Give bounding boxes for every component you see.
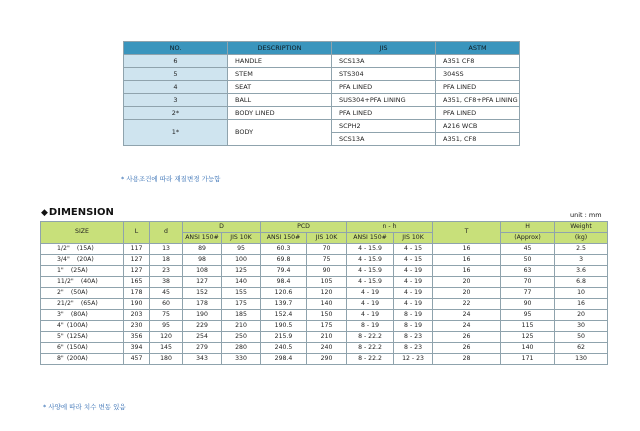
dim-pcd-ansi-cell: 79.4 [261, 266, 307, 277]
dim-d-cell: 18 [150, 255, 183, 266]
size-inch: 1" [57, 266, 64, 274]
dimension-row [41, 343, 608, 354]
dim-d-jis-cell: 185 [222, 310, 261, 321]
dim-w-cell: 20 [555, 310, 608, 321]
size-cell [41, 288, 124, 299]
dim-t-cell: 16 [433, 244, 501, 255]
dim-w-cell: 50 [555, 332, 608, 343]
material-description: STEM [228, 68, 332, 81]
dim-nh-ansi-cell: 4 - 15.9 [347, 244, 394, 255]
header-d: D [183, 222, 261, 233]
dim-l-cell: 203 [124, 310, 150, 321]
size-mm: (50A) [70, 288, 88, 296]
dim-pcd-ansi-cell: 98.4 [261, 277, 307, 288]
dim-d-ansi-cell: 343 [183, 354, 222, 365]
material-astm: 304SS [436, 68, 520, 81]
dimension-header-row-1 [41, 222, 608, 233]
dimension-row [41, 288, 608, 299]
dim-nh-ansi-cell: 8 - 22.2 [347, 343, 394, 354]
dimension-row [41, 310, 608, 321]
dim-nh-jis-cell: 8 - 19 [394, 310, 433, 321]
dim-pcd-jis-cell: 75 [307, 255, 347, 266]
size-mm: (125A) [66, 332, 88, 340]
dim-d-ansi-cell: 279 [183, 343, 222, 354]
material-row [124, 120, 520, 133]
material-astm: A216 WCB [436, 120, 520, 133]
size-mm: (40A) [80, 277, 98, 285]
header-d-small: d [150, 222, 183, 244]
header-weight: Weight [555, 222, 608, 233]
dim-t-cell: 26 [433, 343, 501, 354]
size-inch: 5" [57, 332, 64, 340]
dimension-note: * 사양에 따라 치수 변동 있음 [43, 403, 126, 411]
dim-w-cell: 16 [555, 299, 608, 310]
dim-h-cell: 95 [501, 310, 555, 321]
dim-nh-ansi-cell: 4 - 19 [347, 299, 394, 310]
dim-nh-ansi-cell: 4 - 15.9 [347, 255, 394, 266]
dim-nh-jis-cell: 8 - 23 [394, 332, 433, 343]
dim-d-cell: 75 [150, 310, 183, 321]
dimension-title [41, 207, 114, 218]
material-astm: PFA LINED [436, 81, 520, 94]
material-astm: PFA LINED [436, 107, 520, 120]
dim-pcd-ansi-cell: 215.9 [261, 332, 307, 343]
dim-pcd-jis-cell: 105 [307, 277, 347, 288]
dim-nh-ansi-cell: 8 - 22.2 [347, 354, 394, 365]
dim-pcd-jis-cell: 120 [307, 288, 347, 299]
dim-d-ansi-cell: 152 [183, 288, 222, 299]
dim-d-ansi-cell: 190 [183, 310, 222, 321]
dim-nh-jis-cell: 4 - 15 [394, 255, 433, 266]
header-pcd-ansi: ANSI 150# [261, 233, 307, 244]
material-row [124, 68, 520, 81]
material-jis: SCS13A [332, 55, 436, 68]
material-table [123, 41, 520, 146]
dim-pcd-jis-cell: 210 [307, 332, 347, 343]
dim-l-cell: 165 [124, 277, 150, 288]
size-cell [41, 343, 124, 354]
dim-l-cell: 178 [124, 288, 150, 299]
size-inch: 8" [57, 354, 64, 362]
dim-d-jis-cell: 125 [222, 266, 261, 277]
size-cell [41, 332, 124, 343]
dim-w-cell: 62 [555, 343, 608, 354]
dim-d-cell: 120 [150, 332, 183, 343]
dimension-row [41, 299, 608, 310]
dim-d-cell: 60 [150, 299, 183, 310]
material-header-no: NO. [124, 42, 228, 55]
dim-h-cell: 63 [501, 266, 555, 277]
material-description: BODY LINED [228, 107, 332, 120]
dim-h-cell: 70 [501, 277, 555, 288]
diamond-icon: ◆ [41, 208, 48, 218]
header-nh-jis: JIS 10K [394, 233, 433, 244]
dim-nh-jis-cell: 4 - 19 [394, 288, 433, 299]
dimension-row [41, 332, 608, 343]
dim-h-cell: 45 [501, 244, 555, 255]
dim-nh-jis-cell: 12 - 23 [394, 354, 433, 365]
material-row [124, 94, 520, 107]
size-inch: 21/2" [57, 299, 74, 307]
size-mm: (20A) [76, 255, 94, 263]
dim-d-cell: 38 [150, 277, 183, 288]
material-row [124, 55, 520, 68]
header-pcd-jis: JIS 10K [307, 233, 347, 244]
dim-d-jis-cell: 95 [222, 244, 261, 255]
header-size: SIZE [41, 222, 124, 244]
dimension-row [41, 244, 608, 255]
size-cell [41, 277, 124, 288]
dim-pcd-ansi-cell: 60.3 [261, 244, 307, 255]
dim-d-jis-cell: 210 [222, 321, 261, 332]
material-description: HANDLE [228, 55, 332, 68]
dim-h-cell: 171 [501, 354, 555, 365]
dim-l-cell: 117 [124, 244, 150, 255]
dim-d-cell: 180 [150, 354, 183, 365]
header-d-ansi: ANSI 150# [183, 233, 222, 244]
dim-h-cell: 77 [501, 288, 555, 299]
dim-nh-ansi-cell: 8 - 19 [347, 321, 394, 332]
dim-t-cell: 22 [433, 299, 501, 310]
dim-pcd-ansi-cell: 240.5 [261, 343, 307, 354]
dim-pcd-jis-cell: 70 [307, 244, 347, 255]
header-l: L [124, 222, 150, 244]
dim-d-cell: 145 [150, 343, 183, 354]
header-pcd: PCD [261, 222, 347, 233]
material-jis: SUS304+PFA LINING [332, 94, 436, 107]
material-jis: SCS13A [332, 133, 436, 146]
size-inch: 4" [57, 321, 64, 329]
dim-t-cell: 28 [433, 354, 501, 365]
dimension-row [41, 266, 608, 277]
size-cell [41, 299, 124, 310]
material-note: * 사용조건에 따라 재질변경 가능함 [121, 175, 221, 183]
dim-h-cell: 50 [501, 255, 555, 266]
material-no: 4 [124, 81, 228, 94]
material-description: BODY [228, 120, 332, 146]
dim-w-cell: 30 [555, 321, 608, 332]
size-mm: (25A) [70, 266, 88, 274]
size-inch: 3" [57, 310, 64, 318]
dim-d-ansi-cell: 108 [183, 266, 222, 277]
size-mm: (200A) [66, 354, 88, 362]
dim-d-ansi-cell: 127 [183, 277, 222, 288]
dim-pcd-jis-cell: 290 [307, 354, 347, 365]
dim-t-cell: 26 [433, 332, 501, 343]
dimension-row [41, 277, 608, 288]
header-nh: n - h [347, 222, 433, 233]
dim-t-cell: 20 [433, 277, 501, 288]
size-cell [41, 255, 124, 266]
dim-d-ansi-cell: 89 [183, 244, 222, 255]
dim-l-cell: 394 [124, 343, 150, 354]
material-jis: STS304 [332, 68, 436, 81]
size-inch: 6" [57, 343, 64, 351]
unit-label: unit : mm [570, 211, 602, 219]
dim-h-cell: 90 [501, 299, 555, 310]
material-no: 2* [124, 107, 228, 120]
dim-d-jis-cell: 100 [222, 255, 261, 266]
dimension-row [41, 321, 608, 332]
dimension-title-text: DIMENSION [48, 207, 114, 218]
dim-d-ansi-cell: 178 [183, 299, 222, 310]
header-t: T [433, 222, 501, 244]
material-jis: PFA LINED [332, 107, 436, 120]
material-astm: A351, CF8 [436, 133, 520, 146]
dim-t-cell: 16 [433, 266, 501, 277]
dim-nh-jis-cell: 8 - 23 [394, 343, 433, 354]
size-mm: (150A) [66, 343, 88, 351]
material-row [124, 81, 520, 94]
dim-l-cell: 356 [124, 332, 150, 343]
dim-nh-jis-cell: 4 - 15 [394, 244, 433, 255]
dim-l-cell: 190 [124, 299, 150, 310]
dim-pcd-jis-cell: 90 [307, 266, 347, 277]
dim-h-cell: 140 [501, 343, 555, 354]
dim-d-cell: 95 [150, 321, 183, 332]
dim-pcd-ansi-cell: 152.4 [261, 310, 307, 321]
material-jis: PFA LINED [332, 81, 436, 94]
dim-t-cell: 24 [433, 321, 501, 332]
dim-d-ansi-cell: 254 [183, 332, 222, 343]
size-cell [41, 266, 124, 277]
dim-d-jis-cell: 250 [222, 332, 261, 343]
dim-nh-ansi-cell: 4 - 19 [347, 288, 394, 299]
dim-l-cell: 230 [124, 321, 150, 332]
dim-nh-jis-cell: 4 - 19 [394, 277, 433, 288]
dim-pcd-ansi-cell: 298.4 [261, 354, 307, 365]
material-astm: A351, CF8+PFA LINING [436, 94, 520, 107]
dim-w-cell: 2.5 [555, 244, 608, 255]
material-jis: SCPH2 [332, 120, 436, 133]
dim-w-cell: 130 [555, 354, 608, 365]
size-cell [41, 321, 124, 332]
dim-d-ansi-cell: 229 [183, 321, 222, 332]
dim-pcd-ansi-cell: 120.6 [261, 288, 307, 299]
dimension-row [41, 354, 608, 365]
dim-nh-jis-cell: 8 - 19 [394, 321, 433, 332]
size-cell [41, 244, 124, 255]
dim-d-cell: 45 [150, 288, 183, 299]
dim-w-cell: 3.6 [555, 266, 608, 277]
size-cell [41, 354, 124, 365]
material-header-row [124, 42, 520, 55]
dim-l-cell: 457 [124, 354, 150, 365]
dim-d-cell: 13 [150, 244, 183, 255]
size-mm: (100A) [66, 321, 88, 329]
dim-pcd-ansi-cell: 139.7 [261, 299, 307, 310]
dim-d-cell: 23 [150, 266, 183, 277]
material-description: BALL [228, 94, 332, 107]
dim-nh-ansi-cell: 8 - 22.2 [347, 332, 394, 343]
material-no: 3 [124, 94, 228, 107]
material-astm: A351 CF8 [436, 55, 520, 68]
size-inch: 11/2" [57, 277, 74, 285]
material-header-astm: ASTM [436, 42, 520, 55]
dim-nh-ansi-cell: 4 - 15.9 [347, 277, 394, 288]
dim-pcd-jis-cell: 150 [307, 310, 347, 321]
dim-d-ansi-cell: 98 [183, 255, 222, 266]
header-h: H [501, 222, 555, 233]
header-d-jis: JIS 10K [222, 233, 261, 244]
dim-d-jis-cell: 155 [222, 288, 261, 299]
dim-nh-jis-cell: 4 - 19 [394, 266, 433, 277]
size-mm: (65A) [80, 299, 98, 307]
dimension-table [40, 221, 608, 365]
dim-l-cell: 127 [124, 255, 150, 266]
dim-t-cell: 20 [433, 288, 501, 299]
material-row [124, 107, 520, 120]
material-no: 5 [124, 68, 228, 81]
header-nh-ansi: ANSI 150# [347, 233, 394, 244]
header-h-approx: (Approx) [501, 233, 555, 244]
header-weight-kg: (kg) [555, 233, 608, 244]
dim-pcd-jis-cell: 175 [307, 321, 347, 332]
size-inch: 2" [57, 288, 64, 296]
dim-l-cell: 127 [124, 266, 150, 277]
size-inch: 1/2" [57, 244, 70, 252]
dim-h-cell: 125 [501, 332, 555, 343]
material-no: 6 [124, 55, 228, 68]
dim-nh-jis-cell: 4 - 19 [394, 299, 433, 310]
material-header-description: DESCRIPTION [228, 42, 332, 55]
dim-h-cell: 115 [501, 321, 555, 332]
dim-d-jis-cell: 140 [222, 277, 261, 288]
dim-d-jis-cell: 175 [222, 299, 261, 310]
dim-w-cell: 3 [555, 255, 608, 266]
dim-w-cell: 10 [555, 288, 608, 299]
size-mm: (80A) [70, 310, 88, 318]
material-header-jis: JIS [332, 42, 436, 55]
dim-d-jis-cell: 280 [222, 343, 261, 354]
dim-t-cell: 24 [433, 310, 501, 321]
dim-pcd-jis-cell: 240 [307, 343, 347, 354]
dim-pcd-ansi-cell: 69.8 [261, 255, 307, 266]
dimension-row [41, 255, 608, 266]
dim-pcd-ansi-cell: 190.5 [261, 321, 307, 332]
dim-w-cell: 6.8 [555, 277, 608, 288]
size-inch: 3/4" [57, 255, 70, 263]
dim-pcd-jis-cell: 140 [307, 299, 347, 310]
size-cell [41, 310, 124, 321]
material-description: SEAT [228, 81, 332, 94]
dim-nh-ansi-cell: 4 - 19 [347, 310, 394, 321]
dim-t-cell: 16 [433, 255, 501, 266]
dim-d-jis-cell: 330 [222, 354, 261, 365]
material-no: 1* [124, 120, 228, 146]
size-mm: (15A) [76, 244, 94, 252]
dim-nh-ansi-cell: 4 - 15.9 [347, 266, 394, 277]
